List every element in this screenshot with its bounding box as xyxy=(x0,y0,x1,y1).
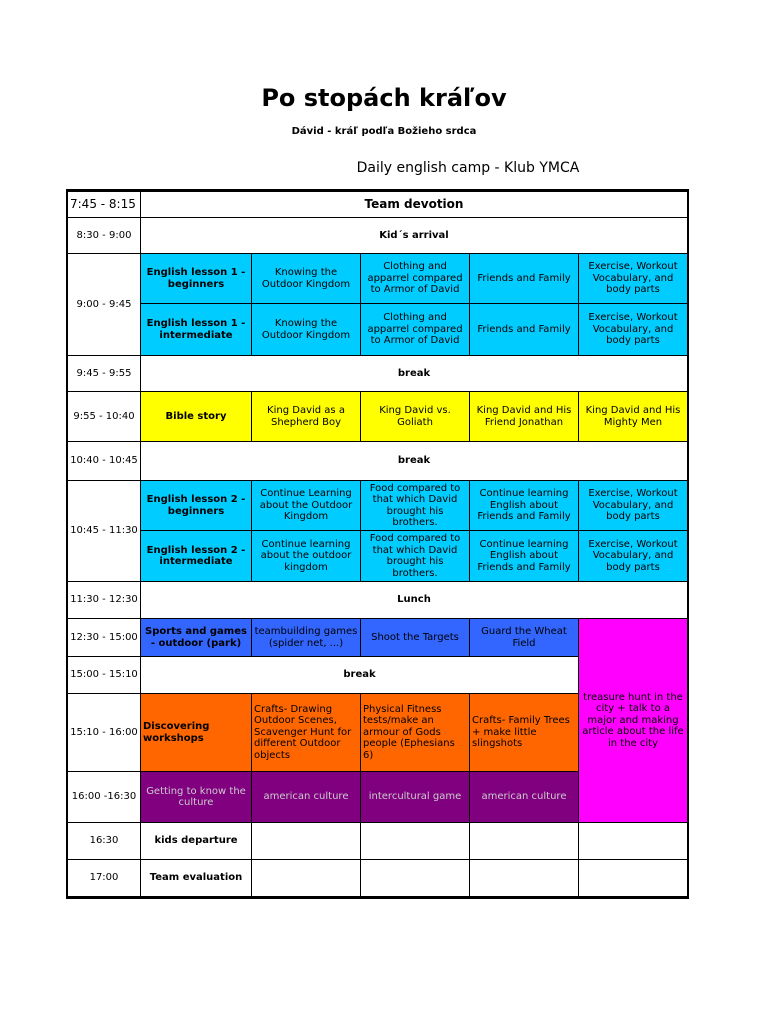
time-cell: 7:45 - 8:15 xyxy=(66,189,141,218)
time-cell: 9:45 - 9:55 xyxy=(66,355,141,392)
schedule-table xyxy=(66,189,689,899)
empty-cell xyxy=(578,822,689,860)
time-cell: 16:00 -16:30 xyxy=(66,771,141,823)
sports-games-label: Sports and games - outdoor (park) xyxy=(140,618,252,657)
time-cell: 12:30 - 15:00 xyxy=(66,618,141,657)
culture-cell: Getting to know the culture xyxy=(140,771,252,823)
team-devotion-row: Team devotion xyxy=(140,189,689,218)
empty-cell xyxy=(360,859,470,899)
time-cell: 9:55 - 10:40 xyxy=(66,391,141,442)
empty-cell xyxy=(469,859,579,899)
lesson-cell: Clothing and apparrel compared to Armor of David xyxy=(360,303,470,356)
empty-cell xyxy=(578,859,689,899)
lesson-cell: Clothing and apparrel compared to Armor of David xyxy=(360,253,470,304)
empty-cell xyxy=(469,822,579,860)
lesson-cell: Continue learning English about Friends and Family xyxy=(469,480,579,531)
lunch-row: Lunch xyxy=(140,581,689,619)
lesson-cell: Friends and Family xyxy=(469,303,579,356)
lesson-cell: Exercise, Workout Vocabulary, and body parts xyxy=(578,253,689,304)
time-cell: 11:30 - 12:30 xyxy=(66,581,141,619)
bible-story-cell: King David as a Shepherd Boy xyxy=(251,391,361,442)
kids-departure-label: kids departure xyxy=(140,822,252,860)
empty-cell xyxy=(251,822,361,860)
sports-cell: teambuilding games (spider net, ...) xyxy=(251,618,361,657)
lesson-cell: Friends and Family xyxy=(469,253,579,304)
time-cell: 15:10 - 16:00 xyxy=(66,693,141,772)
bible-story-label: Bible story xyxy=(140,391,252,442)
time-cell: 10:40 - 10:45 xyxy=(66,441,141,481)
workshop-cell: Crafts- Family Trees + make little slingshots xyxy=(469,693,579,772)
break-row: break xyxy=(140,441,689,481)
time-cell: 15:00 - 15:10 xyxy=(66,656,141,694)
break-row: break xyxy=(140,656,579,694)
english-lesson-1-intermediate-label: English lesson 1 - intermediate xyxy=(140,303,252,356)
culture-cell: intercultural game xyxy=(360,771,470,823)
team-evaluation-label: Team evaluation xyxy=(140,859,252,899)
culture-cell: american culture xyxy=(251,771,361,823)
time-cell: 9:00 - 9:45 xyxy=(66,253,141,356)
sports-cell: Shoot the Targets xyxy=(360,618,470,657)
break-row: break xyxy=(140,355,689,392)
lesson-cell: Continue Learning about the Outdoor Kingdom xyxy=(251,480,361,531)
empty-cell xyxy=(251,859,361,899)
kids-arrival-row: Kid´s arrival xyxy=(140,217,689,254)
lesson-cell: Exercise, Workout Vocabulary, and body parts xyxy=(578,480,689,531)
empty-cell xyxy=(360,822,470,860)
treasure-hunt-cell: treasure hunt in the city + talk to a major and making article about the life in the city xyxy=(578,618,689,823)
lesson-cell: Food compared to that which David brought his brothers. xyxy=(360,530,470,582)
page-subtitle: Dávid - kráľ podľa Božieho srdca xyxy=(291,126,477,137)
camp-name: Daily english camp - Klub YMCA xyxy=(356,160,580,176)
lesson-cell: Knowing the Outdoor Kingdom xyxy=(251,253,361,304)
english-lesson-1-beginners-label: English lesson 1 - beginners xyxy=(140,253,252,304)
english-lesson-2-beginners-label: English lesson 2 - beginners xyxy=(140,480,252,531)
discovering-workshops-label: Discovering workshops xyxy=(140,693,252,772)
time-cell: 10:45 - 11:30 xyxy=(66,480,141,582)
lesson-cell: Continue learning English about Friends and Family xyxy=(469,530,579,582)
bible-story-cell: King David and His Mighty Men xyxy=(578,391,689,442)
culture-cell: american culture xyxy=(469,771,579,823)
bible-story-cell: King David vs. Goliath xyxy=(360,391,470,442)
time-cell: 8:30 - 9:00 xyxy=(66,217,141,254)
bible-story-cell: King David and His Friend Jonathan xyxy=(469,391,579,442)
sports-cell: Guard the Wheat Field xyxy=(469,618,579,657)
time-cell: 17:00 xyxy=(66,859,141,899)
time-cell: 16:30 xyxy=(66,822,141,860)
lesson-cell: Exercise, Workout Vocabulary, and body parts xyxy=(578,530,689,582)
lesson-cell: Exercise, Workout Vocabulary, and body parts xyxy=(578,303,689,356)
workshop-cell: Physical Fitness tests/make an armour of Gods people (Ephesians 6) xyxy=(360,693,470,772)
lesson-cell: Knowing the Outdoor Kingdom xyxy=(251,303,361,356)
english-lesson-2-intermediate-label: English lesson 2 - intermediate xyxy=(140,530,252,582)
lesson-cell: Food compared to that which David brought his brothers. xyxy=(360,480,470,531)
lesson-cell: Continue learning about the outdoor kingdom xyxy=(251,530,361,582)
workshop-cell: Crafts- Drawing Outdoor Scenes, Scavenger Hunt for different Outdoor objects xyxy=(251,693,361,772)
page-title: Po stopách kráľov xyxy=(261,84,507,112)
